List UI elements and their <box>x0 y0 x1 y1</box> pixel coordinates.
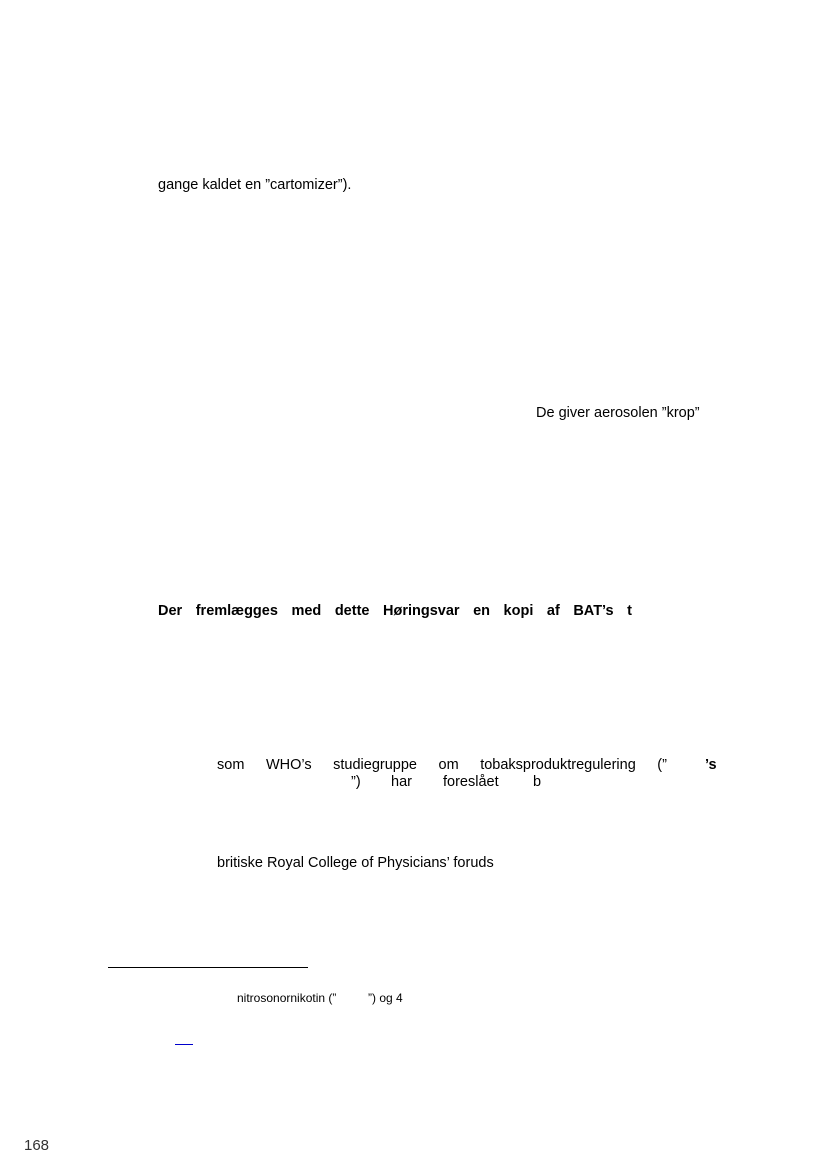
word: om <box>438 757 459 773</box>
word: af <box>546 603 560 619</box>
who-line-2-word: har <box>391 774 412 790</box>
word: t <box>627 603 632 619</box>
who-line-1-end: ’s <box>705 757 717 773</box>
word: (” <box>657 757 667 773</box>
word: Der <box>158 603 183 619</box>
word: Høringsvar <box>383 603 460 619</box>
who-line-2-word: b <box>533 774 542 790</box>
word: fremlægges <box>195 603 278 619</box>
bold-paragraph-line <box>158 602 632 620</box>
word: tobaksproduktregulering <box>480 757 636 773</box>
word: WHO’s <box>265 757 312 773</box>
footnote-fragment: nitrosonornikotin (” <box>237 991 337 1005</box>
who-line-2-word: foreslået <box>443 774 499 790</box>
footnote-fragment: ”) og 4 <box>368 991 403 1005</box>
word: dette <box>334 603 370 619</box>
who-line-2-word: ”) <box>351 774 361 790</box>
word: en <box>473 603 491 619</box>
word: med <box>291 603 322 619</box>
text-line-krop: De giver aerosolen ”krop” <box>536 405 700 421</box>
footnote-link-underline[interactable] <box>175 1044 193 1045</box>
page-number: 168 <box>24 1137 50 1154</box>
text-line-rcp: britiske Royal College of Physicians’ foruds <box>217 855 494 871</box>
who-paragraph-line-1 <box>217 756 667 774</box>
word: studiegruppe <box>333 757 417 773</box>
word: BAT’s <box>573 603 614 619</box>
word: kopi <box>503 603 534 619</box>
text-line-cartomizer: gange kaldet en ”cartomizer”). <box>158 177 352 193</box>
footnote-separator <box>108 967 308 968</box>
word: som <box>217 757 245 773</box>
